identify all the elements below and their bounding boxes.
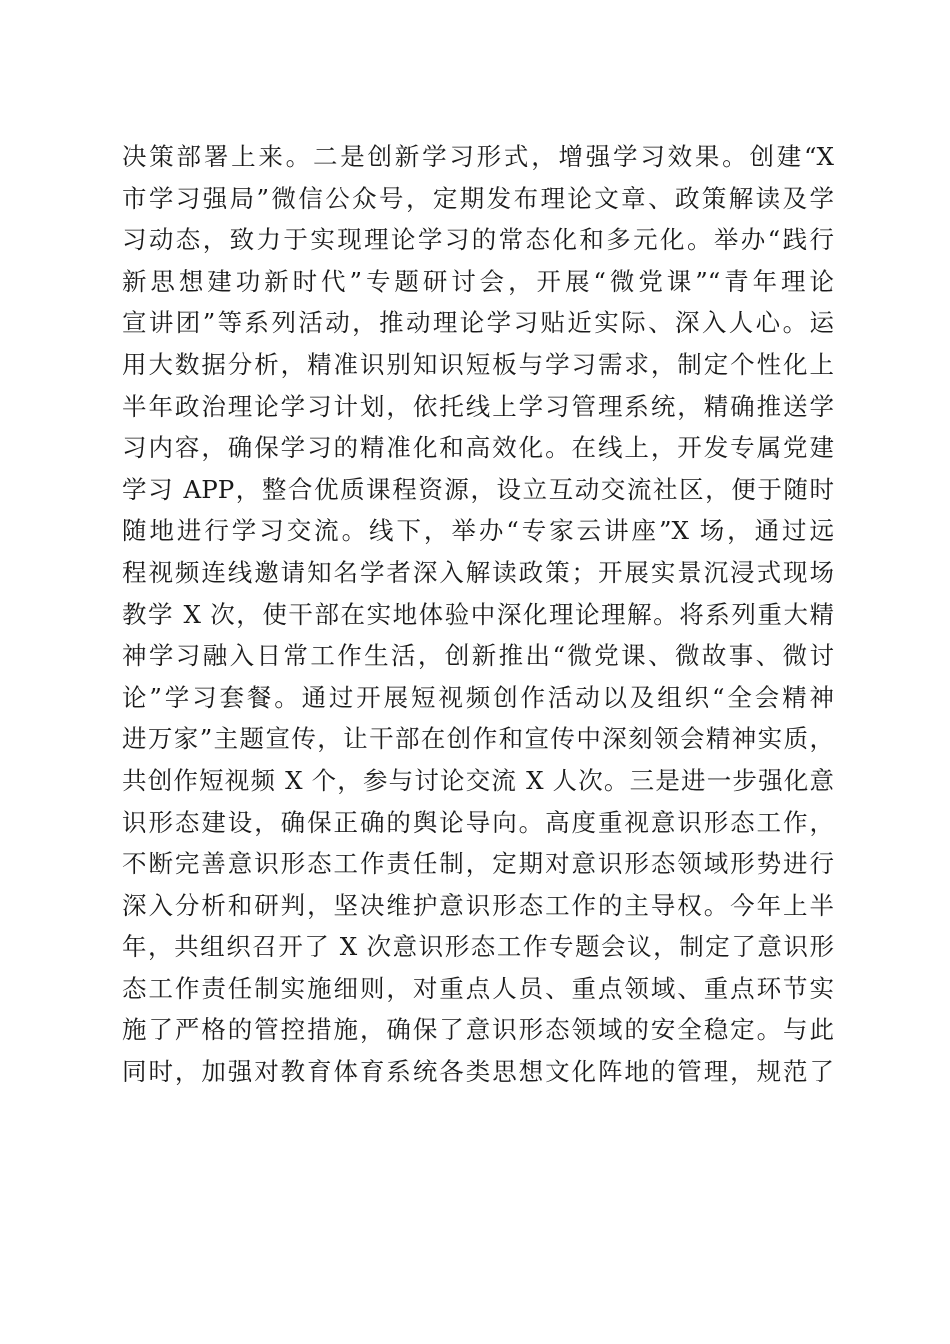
text-line: 学习 APP，整合优质课程资源，设立互动交流社区，便于随时 [122, 474, 834, 504]
text-line: 程视频连线邀请知名学者深入解读政策；开展实景沉浸式现场 [122, 557, 834, 587]
text-line: 态工作责任制实施细则，对重点人员、重点领域、重点环节实 [122, 973, 834, 1003]
text-line: 教学 X 次，使干部在实地体验中深化理论理解。将系列重大精 [122, 599, 834, 629]
text-line: 深入分析和研判，坚决维护意识形态工作的主导权。今年上半 [122, 890, 834, 920]
text-line: 不断完善意识形态工作责任制，定期对意识形态领域形势进行 [122, 849, 834, 879]
text-line: 论”学习套餐。通过开展短视频创作活动以及组织“全会精神 [122, 682, 834, 712]
text-line: 同时，加强对教育体育系统各类思想文化阵地的管理，规范了 [122, 1057, 834, 1087]
text-line: 共创作短视频 X 个，参与讨论交流 X 人次。三是进一步强化意 [122, 765, 834, 795]
text-line: 神学习融入日常工作生活，创新推出“微党课、微故事、微讨 [122, 641, 834, 671]
text-line: 用大数据分析，精准识别知识短板与学习需求，制定个性化上 [122, 349, 834, 379]
text-line: 习动态，致力于实现理论学习的常态化和多元化。举办“践行 [122, 225, 834, 255]
text-line: 识形态建设，确保正确的舆论导向。高度重视意识形态工作， [122, 807, 834, 837]
text-line: 随地进行学习交流。线下，举办“专家云讲座”X 场，通过远 [122, 516, 834, 546]
text-line: 决策部署上来。二是创新学习形式，增强学习效果。创建“X [122, 142, 834, 171]
text-line: 习内容，确保学习的精准化和高效化。在线上，开发专属党建 [122, 433, 834, 463]
text-line: 年，共组织召开了 X 次意识形态工作专题会议，制定了意识形 [122, 932, 834, 962]
text-line: 新思想建功新时代”专题研讨会，开展“微党课”“青年理论 [122, 266, 834, 296]
text-line: 市学习强局”微信公众号，定期发布理论文章、政策解读及学 [122, 183, 834, 213]
text-line: 施了严格的管控措施，确保了意识形态领域的安全稳定。与此 [122, 1015, 834, 1045]
text-line: 进万家”主题宣传，让干部在创作和宣传中深刻领会精神实质， [122, 724, 834, 754]
text-line: 半年政治理论学习计划，依托线上学习管理系统，精确推送学 [122, 391, 834, 421]
body-text [122, 136, 834, 1093]
text-line: 宣讲团”等系列活动，推动理论学习贴近实际、深入人心。运 [122, 308, 834, 338]
